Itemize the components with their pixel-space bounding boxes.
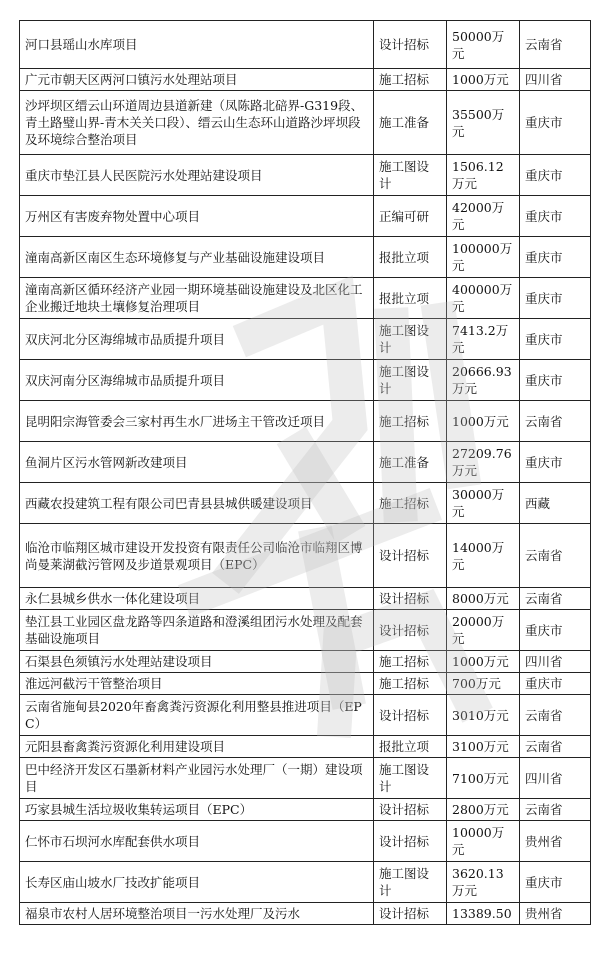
project-stage: 施工图设计 bbox=[374, 360, 447, 401]
project-amount: 7413.2万元 bbox=[447, 319, 520, 360]
project-amount: 1000万元 bbox=[447, 401, 520, 442]
project-province: 贵州省 bbox=[520, 821, 591, 862]
project-amount: 42000万元 bbox=[447, 196, 520, 237]
table-row bbox=[20, 21, 591, 69]
table-row bbox=[20, 360, 591, 401]
project-stage: 施工图设计 bbox=[374, 319, 447, 360]
table-row bbox=[20, 651, 591, 673]
table-row bbox=[20, 69, 591, 91]
project-amount: 1000万元 bbox=[447, 651, 520, 673]
project-stage: 设计招标 bbox=[374, 610, 447, 651]
project-stage: 设计招标 bbox=[374, 821, 447, 862]
table-row bbox=[20, 442, 591, 483]
project-province: 重庆市 bbox=[520, 319, 591, 360]
project-name: 鱼洞片区污水管网新改建项目 bbox=[20, 442, 374, 483]
table-row bbox=[20, 588, 591, 610]
project-amount: 7100万元 bbox=[447, 758, 520, 799]
project-province: 重庆市 bbox=[520, 196, 591, 237]
project-stage: 施工图设计 bbox=[374, 862, 447, 903]
project-name: 仁怀市石坝河水库配套供水项目 bbox=[20, 821, 374, 862]
project-name: 永仁县城乡供水一体化建设项目 bbox=[20, 588, 374, 610]
project-province: 云南省 bbox=[520, 401, 591, 442]
table-row bbox=[20, 91, 591, 155]
project-stage: 正编可研 bbox=[374, 196, 447, 237]
project-province: 重庆市 bbox=[520, 442, 591, 483]
project-province: 云南省 bbox=[520, 736, 591, 758]
project-stage: 设计招标 bbox=[374, 21, 447, 69]
project-province: 四川省 bbox=[520, 69, 591, 91]
table-row bbox=[20, 821, 591, 862]
project-name: 广元市朝天区两河口镇污水处理站项目 bbox=[20, 69, 374, 91]
table-row bbox=[20, 610, 591, 651]
project-name: 元阳县畜禽粪污资源化利用建设项目 bbox=[20, 736, 374, 758]
project-name: 淮远河截污干管整治项目 bbox=[20, 673, 374, 695]
project-stage: 施工招标 bbox=[374, 483, 447, 524]
table-row bbox=[20, 278, 591, 319]
project-amount: 100000万元 bbox=[447, 237, 520, 278]
project-name: 临沧市临翔区城市建设开发投资有限责任公司临沧市临翔区博尚曼莱湖截污管网及步道景观项目（EPC） bbox=[20, 524, 374, 588]
project-province: 云南省 bbox=[520, 21, 591, 69]
project-province: 重庆市 bbox=[520, 673, 591, 695]
project-name: 云南省施甸县2020年畜禽粪污资源化利用整县推进项目（EPC） bbox=[20, 695, 374, 736]
project-stage: 设计招标 bbox=[374, 588, 447, 610]
project-province: 云南省 bbox=[520, 588, 591, 610]
project-name: 巧家县城生活垃圾收集转运项目（EPC） bbox=[20, 799, 374, 821]
table-row bbox=[20, 483, 591, 524]
project-province: 重庆市 bbox=[520, 91, 591, 155]
project-table-body bbox=[20, 21, 591, 925]
project-amount: 3010万元 bbox=[447, 695, 520, 736]
project-province: 四川省 bbox=[520, 758, 591, 799]
project-stage: 施工图设计 bbox=[374, 758, 447, 799]
table-row bbox=[20, 673, 591, 695]
project-province: 云南省 bbox=[520, 695, 591, 736]
project-name: 重庆市垫江县人民医院污水处理站建设项目 bbox=[20, 155, 374, 196]
table-row bbox=[20, 903, 591, 925]
project-stage: 施工招标 bbox=[374, 69, 447, 91]
project-stage: 施工准备 bbox=[374, 91, 447, 155]
project-province: 重庆市 bbox=[520, 862, 591, 903]
project-amount: 27209.76万元 bbox=[447, 442, 520, 483]
project-stage: 报批立项 bbox=[374, 278, 447, 319]
project-name: 潼南高新区南区生态环境修复与产业基础设施建设项目 bbox=[20, 237, 374, 278]
project-stage: 设计招标 bbox=[374, 903, 447, 925]
project-stage: 施工图设计 bbox=[374, 155, 447, 196]
project-stage: 施工招标 bbox=[374, 401, 447, 442]
project-amount: 10000万元 bbox=[447, 821, 520, 862]
project-name: 巴中经济开发区石墨新材料产业园污水处理厂（一期）建设项目 bbox=[20, 758, 374, 799]
project-name: 垫江县工业园区盘龙路等四条道路和澄溪组团污水处理及配套基础设施项目 bbox=[20, 610, 374, 651]
project-province: 云南省 bbox=[520, 524, 591, 588]
table-row bbox=[20, 155, 591, 196]
project-name: 石渠县色须镇污水处理站建设项目 bbox=[20, 651, 374, 673]
project-amount: 1506.12万元 bbox=[447, 155, 520, 196]
project-amount: 20000万元 bbox=[447, 610, 520, 651]
project-name: 潼南高新区循环经济产业园一期环境基础设施建设及北区化工企业搬迁地块土壤修复治理项目 bbox=[20, 278, 374, 319]
project-stage: 设计招标 bbox=[374, 695, 447, 736]
project-stage: 设计招标 bbox=[374, 524, 447, 588]
project-amount: 3620.13万元 bbox=[447, 862, 520, 903]
project-stage: 设计招标 bbox=[374, 799, 447, 821]
project-stage: 施工招标 bbox=[374, 651, 447, 673]
table-row bbox=[20, 524, 591, 588]
table-row bbox=[20, 401, 591, 442]
table-row bbox=[20, 862, 591, 903]
project-amount: 14000万元 bbox=[447, 524, 520, 588]
project-amount: 8000万元 bbox=[447, 588, 520, 610]
project-stage: 施工招标 bbox=[374, 673, 447, 695]
project-stage: 报批立项 bbox=[374, 237, 447, 278]
table-row bbox=[20, 237, 591, 278]
table-row bbox=[20, 799, 591, 821]
project-name: 双庆河南分区海绵城市品质提升项目 bbox=[20, 360, 374, 401]
project-amount: 13389.50 bbox=[447, 903, 520, 925]
project-stage: 报批立项 bbox=[374, 736, 447, 758]
project-province: 重庆市 bbox=[520, 360, 591, 401]
project-name: 昆明阳宗海管委会三家村再生水厂进场主干管改迁项目 bbox=[20, 401, 374, 442]
table-row bbox=[20, 196, 591, 237]
project-amount: 400000万元 bbox=[447, 278, 520, 319]
project-amount: 50000万元 bbox=[447, 21, 520, 69]
project-name: 河口县瑶山水库项目 bbox=[20, 21, 374, 69]
project-province: 西藏 bbox=[520, 483, 591, 524]
table-row bbox=[20, 758, 591, 799]
project-province: 重庆市 bbox=[520, 610, 591, 651]
project-table bbox=[19, 20, 591, 925]
table-row bbox=[20, 695, 591, 736]
project-name: 福泉市农村人居环境整治项目一污水处理厂及污水 bbox=[20, 903, 374, 925]
project-amount: 30000万元 bbox=[447, 483, 520, 524]
project-name: 双庆河北分区海绵城市品质提升项目 bbox=[20, 319, 374, 360]
project-amount: 700万元 bbox=[447, 673, 520, 695]
project-province: 四川省 bbox=[520, 651, 591, 673]
project-name: 万州区有害废弃物处置中心项目 bbox=[20, 196, 374, 237]
project-province: 贵州省 bbox=[520, 903, 591, 925]
project-amount: 35500万元 bbox=[447, 91, 520, 155]
table-row bbox=[20, 319, 591, 360]
project-name: 长寿区庙山坡水厂技改扩能项目 bbox=[20, 862, 374, 903]
project-amount: 2800万元 bbox=[447, 799, 520, 821]
table-row bbox=[20, 736, 591, 758]
project-amount: 20666.93万元 bbox=[447, 360, 520, 401]
project-province: 重庆市 bbox=[520, 155, 591, 196]
project-amount: 3100万元 bbox=[447, 736, 520, 758]
project-stage: 施工准备 bbox=[374, 442, 447, 483]
project-amount: 1000万元 bbox=[447, 69, 520, 91]
project-name: 沙坪坝区缙云山环道周边县道新建（凤陈路北碚界-G319段、青土路璧山界-青木关关口段）、缙云山生态环山道路沙坪坝段及环境综合整治项目 bbox=[20, 91, 374, 155]
project-name: 西藏农投建筑工程有限公司巴青县县城供暖建设项目 bbox=[20, 483, 374, 524]
project-province: 重庆市 bbox=[520, 278, 591, 319]
project-province: 云南省 bbox=[520, 799, 591, 821]
project-province: 重庆市 bbox=[520, 237, 591, 278]
